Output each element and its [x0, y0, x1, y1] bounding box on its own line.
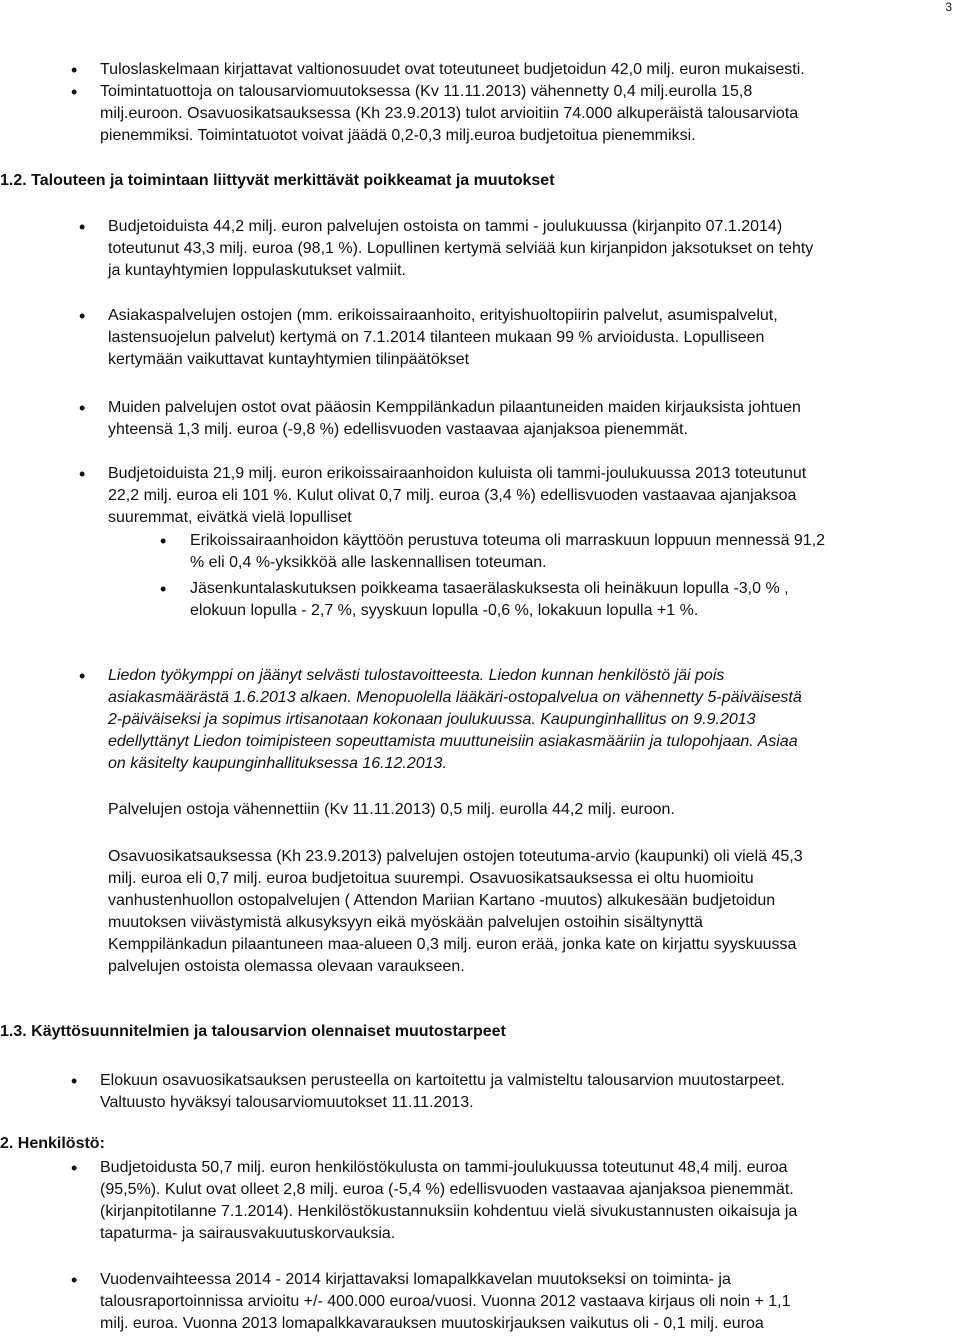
bullet-dot: •	[71, 60, 78, 80]
bullet-line: Muiden palvelujen ostot ovat pääosin Kemppilänkadun pilaantuneiden maiden kirjauksista johtuen	[108, 399, 801, 416]
bullet-dot: •	[71, 1158, 78, 1178]
bullet-line: asiakasmäärästä 1.6.2013 alkaen. Menopuolella lääkäri-ostopalvelua on vähennetty 5-päiväisestä	[108, 689, 802, 706]
bullet-line: (95,5%). Kulut ovat olleet 2,8 milj. euroa (-5,4 %) edellisvuoden vastaavaa ajanjaksoa pienemmät.	[100, 1181, 794, 1198]
bullet-dot: •	[79, 666, 86, 686]
bullet-line: Tuloslaskelmaan kirjattavat valtionosuudet ovat toteutuneet budjetoidun 42,0 milj. euron mukaisesti.	[100, 61, 805, 78]
bullet-dot: •	[160, 579, 167, 599]
paragraph-line: vanhustenhuollon ostopalvelujen ( Attendon Mariian Kartano -muutos) alkukesään budjetoidun	[108, 892, 776, 909]
bullet-line: ja kuntayhtymien loppulaskutukset valmiit.	[108, 262, 406, 279]
paragraph-line: Osavuosikatsauksessa (Kh 23.9.2013) palvelujen ostojen toteutuma-arvio (kaupunki) oli vielä 45,3	[108, 848, 803, 865]
bullet-dot: •	[71, 82, 78, 102]
bullet-line: elokuun lopulla - 2,7 %, syyskuun lopulla -0,6 %, lokakuun lopulla +1 %.	[190, 602, 699, 619]
bullet-line: edellyttänyt Liedon toimipisteen sopeuttamista muuttuneisiin asiakasmääriin ja tulopohjaan. Asiaa	[108, 733, 798, 750]
bullet-dot: •	[71, 1071, 78, 1091]
paragraph-line: muutoksen viivästymistä alkusyksyyn eikä myöskään palvelujen ostoihin sisältynyttä	[108, 914, 703, 931]
bullet-line: Budjetoiduista 44,2 milj. euron palvelujen ostoista on tammi - joulukuussa (kirjanpito 07.1.2014)	[108, 218, 783, 235]
bullet-line: toteutunut 43,3 milj. euroa (98,1 %). Lopullinen kertymä selviää kun kirjanpidon jaksotukset on tehty	[108, 240, 814, 257]
bullet-line: milj.euroon. Osavuosikatsauksessa (Kh 23.9.2013) tulot arvioitiin 74.000 alkuperäistä talousarviota	[100, 105, 799, 122]
bullet-line: tapaturma- ja sairausvakuutuskorvauksia.	[100, 1225, 396, 1242]
bullet-dot: •	[71, 1270, 78, 1290]
bullet-dot: •	[79, 398, 86, 418]
bullet-line: yhteensä 1,3 milj. euroa (-9,8 %) edellisvuoden vastaavaa ajanjaksoa pienemmät.	[108, 421, 688, 438]
bullet-line: suuremmat, eivätkä vielä lopulliset	[108, 509, 352, 526]
bullet-line: milj. euroa. Vuonna 2013 lomapalkkavarauksen muutoskirjauksen vaikutus oli - 0,1 milj. euroa	[100, 1315, 764, 1332]
bullet-line: Erikoissairaanhoidon käyttöön perustuva toteuma oli marraskuun loppuun mennessä 91,2	[190, 532, 826, 549]
bullet-line: % eli 0,4 %-yksikköä alle laskennallisen toteuman.	[190, 554, 547, 571]
bullet-line: Valtuusto hyväksyi talousarviomuutokset 11.11.2013.	[100, 1094, 474, 1111]
paragraph-line: palvelujen ostoista olemassa olevaan varaukseen.	[108, 958, 465, 975]
bullet-line: Jäsenkuntalaskutuksen poikkeama tasaerälaskuksesta oli heinäkuun lopulla -3,0 % ,	[190, 580, 789, 597]
paragraph-line: Kemppilänkadun pilaantuneen maa-alueen 0,3 milj. euron erää, jonka kate on kirjattu syyskuussa	[108, 936, 797, 953]
bullet-line: Asiakaspalvelujen ostojen (mm. erikoissairaanhoito, erityishuoltopiirin palvelut, asumispalvelut,	[108, 307, 778, 324]
bullet-line: (kirjanpitotilanne 7.1.2014). Henkilöstökustannuksiin kohdentuu vielä sivukustannusten oikaisuja ja	[100, 1203, 798, 1220]
section-heading-1-3: 1.3. Käyttösuunnitelmien ja talousarvion olennaiset muutostarpeet	[0, 1023, 506, 1040]
bullet-line: kertymään vaikuttavat kuntayhtymien tilinpäätökset	[108, 351, 470, 368]
bullet-line: Vuodenvaihteessa 2014 - 2014 kirjattavaksi lomapalkkavelan muutokseksi on toiminta- ja	[100, 1271, 731, 1288]
section-heading-1-2: 1.2. Talouteen ja toimintaan liittyvät merkittävät poikkeamat ja muutokset	[0, 172, 555, 189]
bullet-dot: •	[160, 531, 167, 551]
section-heading-2: 2. Henkilöstö:	[0, 1135, 105, 1152]
bullet-line: Liedon työkymppi on jäänyt selvästi tulostavoitteesta. Liedon kunnan henkilöstö jäi pois	[108, 667, 725, 684]
paragraph-line: milj. euroa eli 0,7 milj. euroa budjetoitua suurempi. Osavuosikatsauksessa ei oltu huomioitu	[108, 870, 754, 887]
bullet-line: talousraportoinnissa arvioitu +/- 400.000 euroa/vuosi. Vuonna 2012 vastaava kirjaus oli noin + 1,1	[100, 1293, 791, 1310]
bullet-line: Budjetoidusta 50,7 milj. euron henkilöstökulusta on tammi-joulukuussa toteutunut 48,4 milj. euroa	[100, 1159, 788, 1176]
bullet-line: Budjetoiduista 21,9 milj. euron erikoissairaanhoidon kuluista oli tammi-joulukuussa 2013 toteutunut	[108, 465, 807, 482]
bullet-line: lastensuojelun palvelut) kertymä on 7.1.2014 tilanteen mukaan 99 % arvioidusta. Lopulliseen	[108, 329, 765, 346]
bullet-line: Elokuun osavuosikatsauksen perusteella on kartoitettu ja valmisteltu talousarvion muutostarpeet.	[100, 1072, 785, 1089]
bullet-line: pienemmiksi. Toimintatuotot voivat jäädä 0,2-0,3 milj.euroa budjetoitua pienemmiksi.	[100, 127, 696, 144]
bullet-dot: •	[79, 306, 86, 326]
bullet-line: 22,2 milj. euroa eli 101 %. Kulut olivat 0,7 milj. euroa (3,4 %) edellisvuoden vastaavaa ajanjaksoa	[108, 487, 797, 504]
bullet-line: Toimintatuottoja on talousarviomuutoksessa (Kv 11.11.2013) vähennetty 0,4 milj.eurolla 15,8	[100, 83, 753, 100]
bullet-dot: •	[79, 217, 86, 237]
bullet-line: on käsitelty kaupunginhallituksessa 16.12.2013.	[108, 755, 447, 772]
bullet-dot: •	[79, 464, 86, 484]
page-number: 3	[945, 0, 952, 14]
paragraph-line: Palvelujen ostoja vähennettiin (Kv 11.11.2013) 0,5 milj. eurolla 44,2 milj. euroon.	[108, 801, 675, 818]
bullet-line: 2-päiväiseksi ja sopimus irtisanotaan kokonaan joulukuussa. Kaupunginhallitus on 9.9.2013	[108, 711, 756, 728]
